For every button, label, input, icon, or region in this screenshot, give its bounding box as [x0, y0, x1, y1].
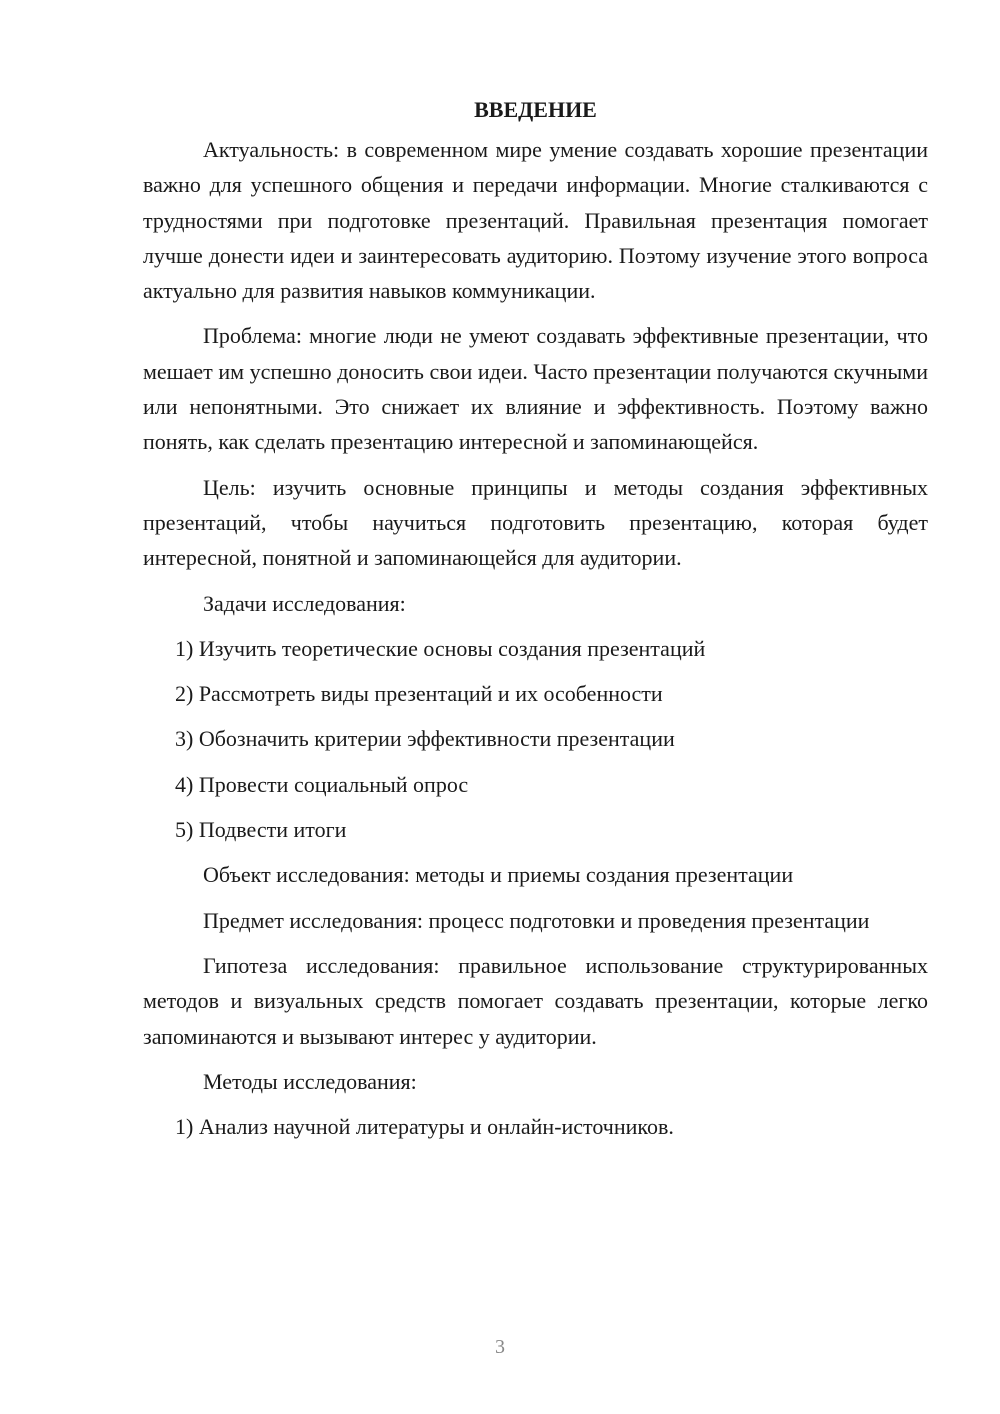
list-item: 5) Подвести итоги	[175, 817, 347, 843]
hypothesis-paragraph: Гипотеза исследования: правильное использование структурированных методов и визуальных средств помогает создавать презентации, которые легко запоминаются и вызывают интерес у аудитории.	[143, 952, 928, 1049]
subject-paragraph: Предмет исследования: процесс подготовки и проведения презентации	[203, 907, 870, 933]
goal-paragraph: Цель: изучить основные принципы и методы создания эффективных презентаций, чтобы научиться подготовить презентацию, которая будет интересной, понятной и запоминающейся для аудитории.	[143, 474, 928, 571]
document-page	[143, 92, 928, 1144]
tasks-list	[143, 631, 928, 847]
methods-list	[143, 1109, 928, 1144]
list-item: 2) Рассмотреть виды презентаций и их особенности	[175, 681, 663, 707]
tasks-heading: Задачи исследования:	[203, 590, 406, 616]
page-number: 3	[495, 1336, 505, 1358]
problem-paragraph: Проблема: многие люди не умеют создавать эффективные презентации, что мешает им успешно доносить свои идеи. Часто презентации получаются скучными или непонятными. Это снижает их влияние и эффективность. Поэтому важно понять, как сделать презентацию интересной и запоминающейся.	[143, 323, 928, 455]
list-item: 1) Анализ научной литературы и онлайн-источников.	[175, 1114, 674, 1140]
methods-heading: Методы исследования:	[203, 1068, 417, 1094]
list-item: 4) Провести социальный опрос	[175, 771, 469, 797]
list-item: 3) Обозначить критерии эффективности презентации	[175, 726, 675, 752]
list-item: 1) Изучить теоретические основы создания презентаций	[175, 635, 706, 661]
object-paragraph: Объект исследования: методы и приемы создания презентации	[203, 862, 794, 888]
relevance-paragraph: Актуальность: в современном мире умение создавать хорошие презентации важно для успешного общения и передачи информации. Многие сталкиваются с трудностями при подготовке презентаций. Правильная презентация помогает лучше донести идеи и заинтересовать аудиторию. Поэтому изучение этого вопроса актуально для развития навыков коммуникации.	[143, 137, 928, 304]
page-title: ВВЕДЕНИЕ	[474, 97, 597, 122]
